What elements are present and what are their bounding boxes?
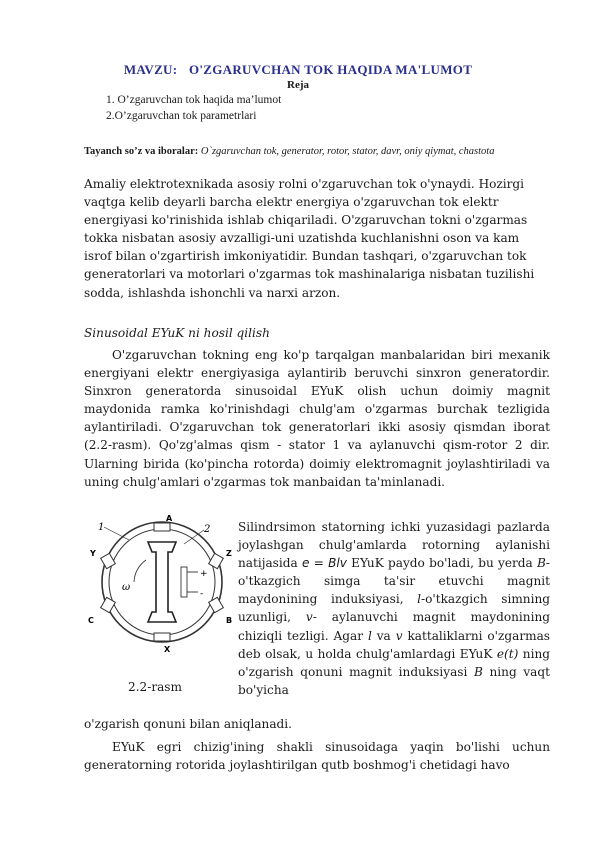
label-omega: ω <box>122 582 131 593</box>
paragraph-3-end: o'zgarish qonuni bilan aniqlanadi. <box>84 717 292 731</box>
p3-text-e: - aylanuvchi magnit maydonining chiziqli tezligi. Agar <box>238 610 550 643</box>
section-title: Sinusoidal EYuK ni hosil qilish <box>84 326 270 340</box>
paragraph-1: Amaliy elektrotexnikada asosiy rolni o'zgaruvchan tok o'ynaydi. Hozirgi vaqtga kelib deyarli barcha elektr energiya o'zgaruvchan tok elektr energiyasi ko'rinishida ishlab chiqariladi. O'zgaruvchan tokni o'zgarmas tokka nisbatan asosiy avzalligi-uni uzatishda kuchlanishni oson va kam isrof bilan o'zgartirish imkoniyatidir. Bundan tashqari, o'zgaruvchan tok generatorlari va motorlari o'zgarmas tok mashinalariga nisbatan tuzilishi sodda, ishlashda ishonchli va narxi arzon. <box>84 177 535 300</box>
label-minus: - <box>200 589 204 599</box>
symbol-e-t: e(t) <box>496 646 519 661</box>
p3-text-h: ning o'zgarish qonuni magnit induksiyasi <box>238 646 550 679</box>
keywords-text: O`zgaruvchan tok, generator, rotor, stator, davr, oniy qiymat, chastota <box>200 146 495 157</box>
label-C: C <box>88 616 94 625</box>
symbol-v-2: v <box>395 628 403 643</box>
p3-text-d: -o'tkazgich simning uzunligi, <box>238 592 550 625</box>
topic-label: MAVZU: <box>123 62 178 77</box>
symbol-B-2: B <box>474 664 483 679</box>
label-plus: + <box>200 569 208 579</box>
label-B: B <box>226 616 233 625</box>
plan-item-1: 1. O’zgaruvchan tok haqida ma’lumot <box>106 94 282 106</box>
label-1: 1 <box>98 522 105 533</box>
label-2: 2 <box>204 524 211 535</box>
keywords-label: Tayanch so’z va iboralar: <box>84 146 199 157</box>
emf-formula: e = Blv <box>301 556 347 571</box>
generator-figure <box>84 514 234 682</box>
plan-item-2: 2.O’zgaruvchan tok parametrlari <box>106 110 257 122</box>
figure-caption: 2.2-rasm <box>128 680 182 694</box>
topic-heading <box>0 62 596 78</box>
p3-text-a: Silindrsimon statorning ichki yuzasidagi pazlarda joylashgan chulg'amlarda rotorning aylanishi natijasida <box>238 520 550 571</box>
p3-text-g: kattaliklarni o'zgarmas deb olsak, u holda chulg'amlardagi EYuK <box>238 628 550 661</box>
label-X: X <box>164 645 171 654</box>
keywords <box>84 144 550 159</box>
paragraph-2: O'zgaruvchan tokning eng ko'p tarqalgan manbalaridan biri mexanik energiyani elektr energiyasiga aylantirib beruvchi sinxron generatordir. Sinxron generatorda sinusoidal EYuK olish uchun doimiy magnit maydonida ramka ko'rinishdagi chulg'am o'zgarmas burchak tezligida aylantiriladi. O'zgaruvchan tok generatorlari ikki asosiy qismdan iborat (2.2-rasm). Qo'zg'almas qism - stator 1 va aylanuvchi qism-rotor 2 dir. Ularning birida (ko'pincha rotorda) doimiy elektromagnit joylashtiriladi va uning chulg'amlari o'zgarmas tok manbaidan ta'minlanadi. <box>84 348 550 489</box>
topic-title: O'ZGARUVCHAN TOK HAQIDA MA'LUMOT <box>188 62 473 77</box>
p3-text-i: ning vaqt bo'yicha <box>238 664 550 697</box>
paragraph-3 <box>238 518 550 699</box>
generator-diagram <box>84 514 234 682</box>
symbol-B: B <box>537 556 546 571</box>
p3-text-b: EYuK paydo bo'ladi, bu yerda <box>346 556 538 571</box>
label-A: A <box>166 514 173 523</box>
symbol-l: l <box>417 592 422 607</box>
p3-text-c: -o'tkazgich simga ta'sir etuvchi magnit maydonining induksiyasi, <box>238 556 550 607</box>
plan-title: Reja <box>287 79 309 91</box>
paragraph-4: EYuK egri chizig'ining shakli sinusoidaga yaqin bo'lishi uchun generatorning rotorida joylashtirilgan qutb boshmog'i chetidagi havo <box>84 740 550 773</box>
p3-text-f: va <box>371 628 396 643</box>
symbol-l-2: l <box>367 628 372 643</box>
label-Y: Y <box>90 549 96 558</box>
label-Z: Z <box>226 549 232 558</box>
symbol-v: v <box>305 610 313 625</box>
